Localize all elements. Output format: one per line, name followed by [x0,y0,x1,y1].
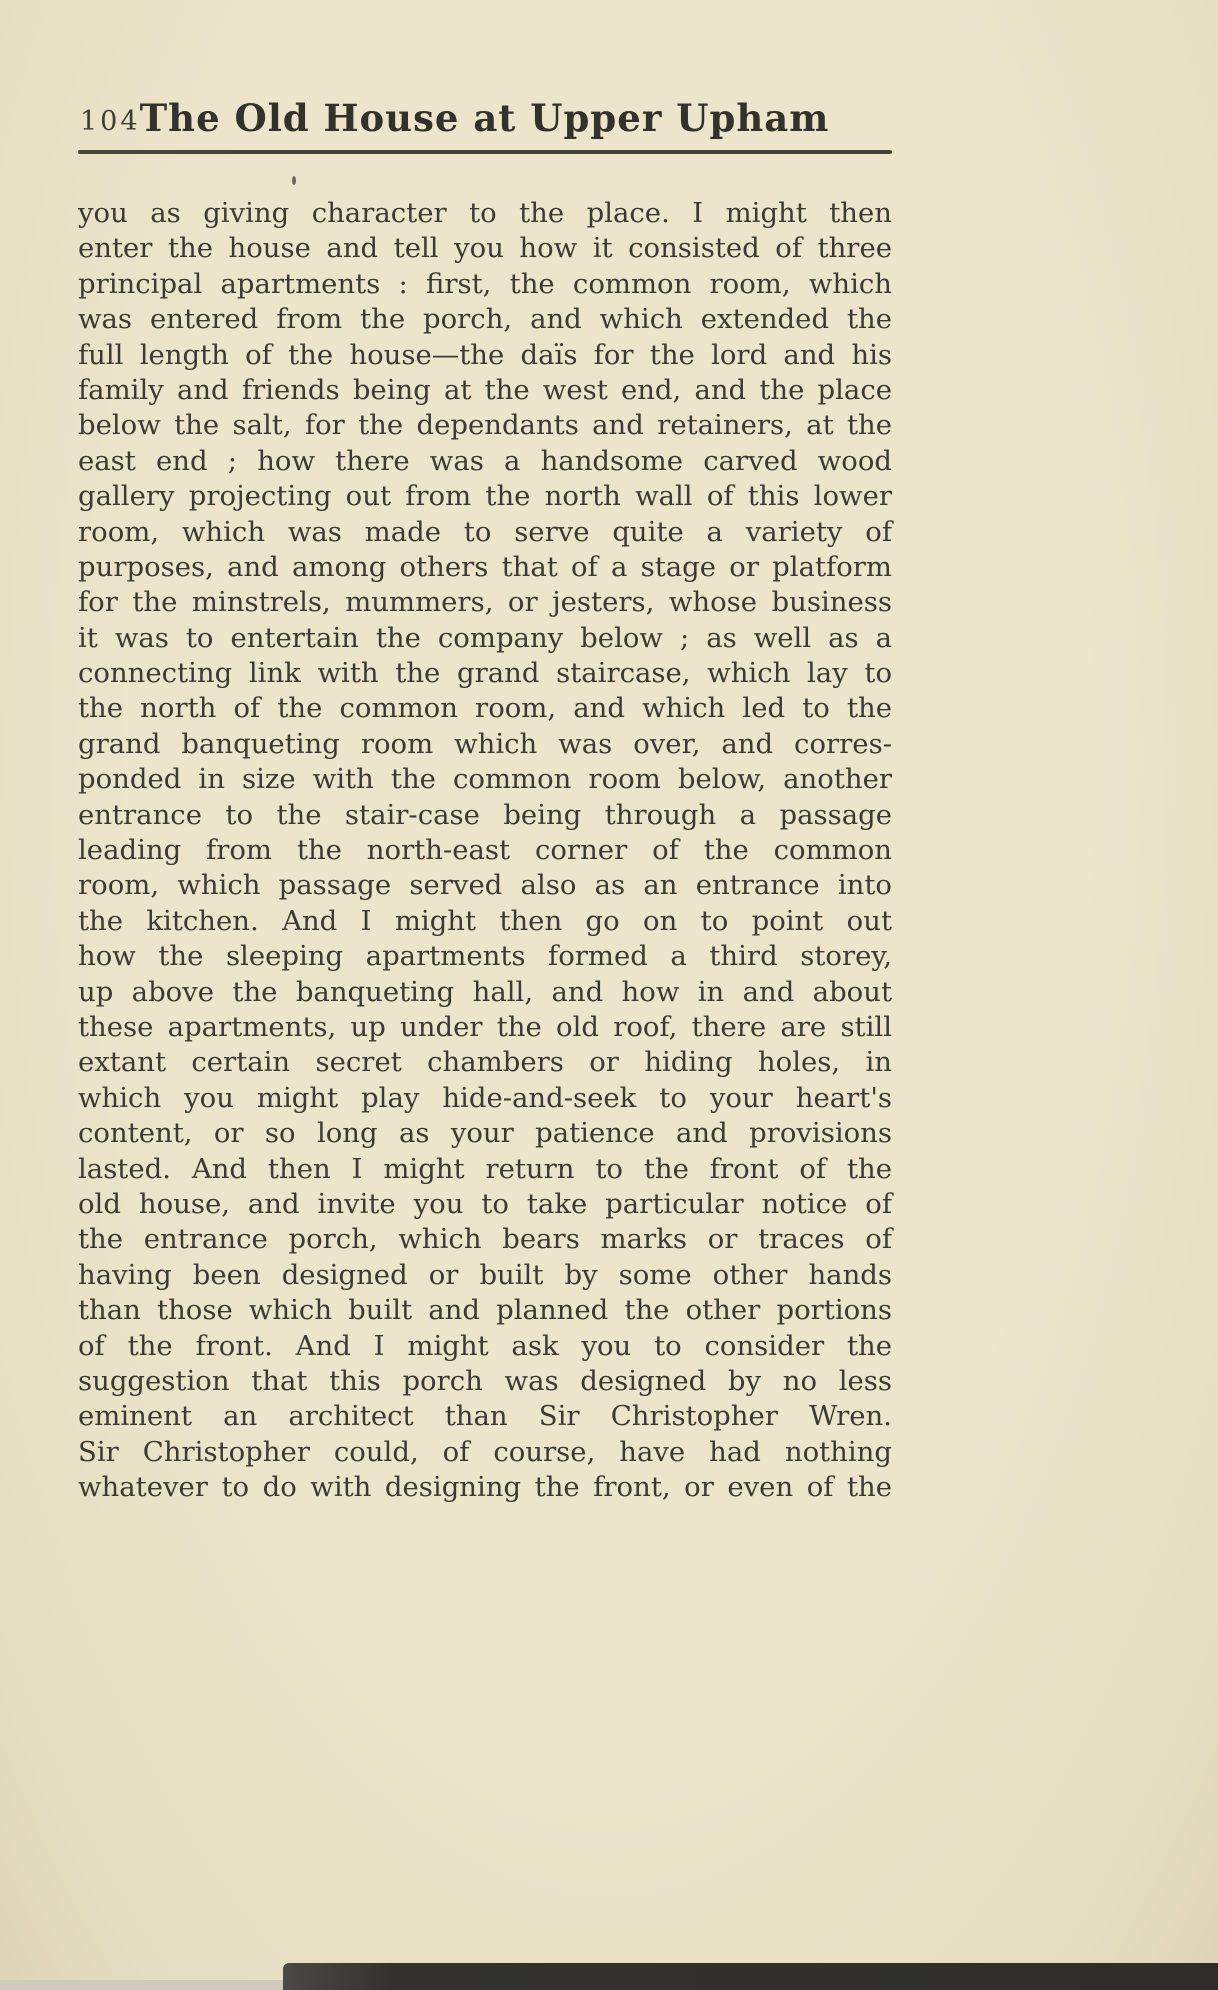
text-line: family and friends being at the west end, and the place [78,373,892,406]
text-line: room, which passage served also as an entrance into [78,869,892,902]
text-line: the kitchen. And I might then go on to point out [78,904,892,937]
text-line: content, or so long as your patience and provisions [78,1117,892,1150]
header-rule [78,150,892,154]
text-line: was entered from the porch, and which extended the [78,303,892,336]
text-line: eminent an architect than Sir Christopher Wren. [78,1400,892,1433]
page-number: 104 [80,106,141,137]
scan-speck [292,176,296,185]
text-line: entrance to the stair-case being through a passage [78,798,892,831]
text-line: principal apartments : first, the common room, which [78,267,892,300]
text-line: up above the banqueting hall, and how in and about [78,975,892,1008]
running-title: The Old House at Upper Upham [139,96,830,140]
text-line: grand banqueting room which was over, and corres- [78,727,892,760]
text-line: the entrance porch, which bears marks or traces of [78,1223,892,1256]
text-line: old house, and invite you to take particular notice of [78,1187,892,1220]
text-line: east end ; how there was a handsome carved wood [78,444,892,477]
text-line: extant certain secret chambers or hiding holes, in [78,1046,892,1079]
text-line: the north of the common room, and which led to the [78,692,892,725]
text-line: below the salt, for the dependants and retainers, at the [78,409,892,442]
text-line: Sir Christopher could, of course, have had nothing [78,1435,892,1468]
text-line: these apartments, up under the old roof, there are still [78,1010,892,1043]
page-header [78,96,891,148]
text-line: it was to entertain the company below ; as well as a [78,621,892,654]
text-line: full length of the house—the daïs for the lord and his [78,338,892,371]
text-line: how the sleeping apartments formed a third storey, [78,940,892,973]
text-line: having been designed or built by some other hands [78,1258,892,1291]
text-line: you as giving character to the place. I might then [78,197,892,229]
text-line: purposes, and among others that of a stage or platform [78,550,892,583]
body-text [78,196,892,1505]
text-line: gallery projecting out from the north wall of this lower [78,480,892,513]
scan-edge-shadow [283,1963,1218,1990]
text-line: enter the house and tell you how it consisted of three [78,232,892,265]
text-line: whatever to do with designing the front, or even of the [78,1471,892,1504]
text-line: lasted. And then I might return to the front of the [78,1152,892,1185]
text-line: leading from the north-east corner of the common [78,834,892,867]
scan-edge-light [0,1980,290,1990]
text-line: ponded in size with the common room below, another [78,763,892,796]
text-line: connecting link with the grand staircase, which lay to [78,657,892,690]
text-line: room, which was made to serve quite a variety of [78,515,892,548]
text-line: suggestion that this porch was designed by no less [78,1364,892,1397]
text-line: of the front. And I might ask you to consider the [78,1329,892,1362]
text-line: for the minstrels, mummers, or jesters, whose business [78,586,892,619]
text-line: which you might play hide-and-seek to your heart's [78,1081,892,1114]
text-line: than those which built and planned the other portions [78,1294,892,1327]
